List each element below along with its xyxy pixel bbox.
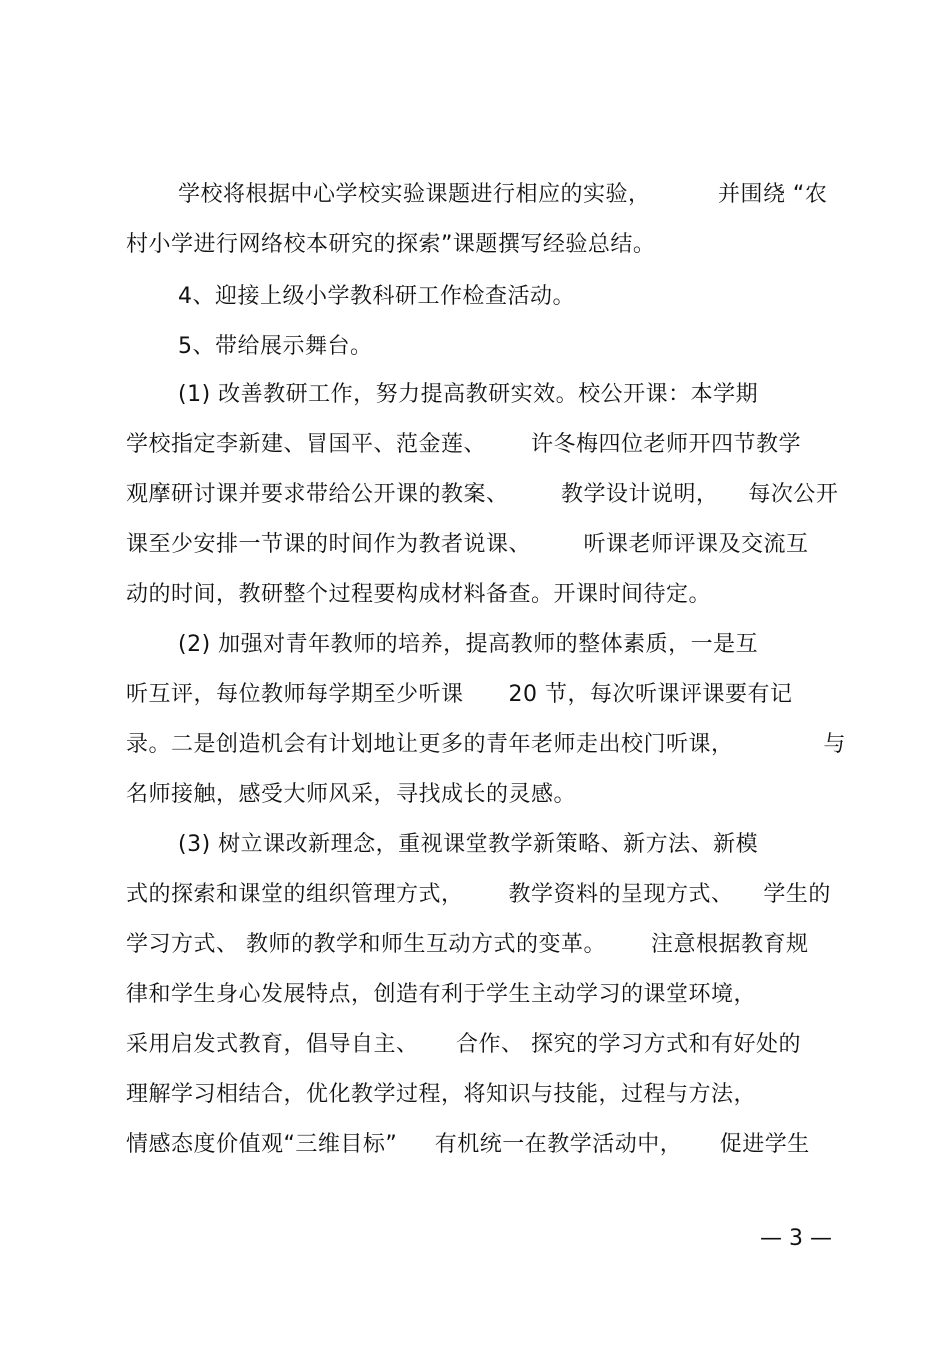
text-line: 课至少安排一节课的时间作为教者说课、 听课老师评课及交流互 [126, 532, 809, 557]
page-number: — 3 — [760, 1226, 832, 1251]
text-line: 学校指定李新建、冒国平、范金莲、 许冬梅四位老师开四节教学 [126, 432, 801, 457]
text-line: (3) 树立课改新理念，重视课堂教学新策略、新方法、新模 [178, 832, 759, 857]
text-line: 观摩研讨课并要求带给公开课的教案、 教学设计说明， 每次公开 [126, 482, 839, 507]
text-line: (1) 改善教研工作，努力提高教研实效。校公开课：本学期 [178, 382, 759, 407]
text-line: 学习方式、 教师的教学和师生互动方式的变革。 注意根据教育规 [126, 932, 809, 957]
text-line: 情感态度价值观“三维目标” 有机统一在教学活动中， 促进学生 [126, 1132, 810, 1157]
text-line: 采用启发式教育，倡导自主、 合作、 探究的学习方式和有好处的 [126, 1032, 801, 1057]
text-line: 村小学进行网络校本研究的探索”课题撰写经验总结。 [126, 232, 656, 257]
text-line: 理解学习相结合，优化教学过程，将知识与技能，过程与方法， [126, 1082, 757, 1107]
list-item: 4、迎接上级小学教科研工作检查活动。 [178, 284, 575, 309]
text-line: 律和学生身心发展特点，创造有利于学生主动学习的课堂环境， [126, 982, 757, 1007]
text-line: 听互评，每位教师每学期至少听课 20 节，每次听课评课要有记 [126, 682, 793, 707]
text-line: (2) 加强对青年教师的培养，提高教师的整体素质，一是互 [178, 632, 759, 657]
text-line: 学校将根据中心学校实验课题进行相应的实验， 并围绕 “农 [178, 182, 828, 207]
list-item: 5、带给展示舞台。 [178, 334, 373, 359]
text-line: 名师接触，感受大师风采，寻找成长的灵感。 [126, 782, 577, 807]
text-line: 录。二是创造机会有计划地让更多的青年老师走出校门听课， 与 [126, 732, 846, 757]
text-line: 动的时间，教研整个过程要构成材料备查。开课时间待定。 [126, 582, 712, 607]
text-line: 式的探索和课堂的组织管理方式， 教学资料的呈现方式、 学生的 [126, 882, 831, 907]
